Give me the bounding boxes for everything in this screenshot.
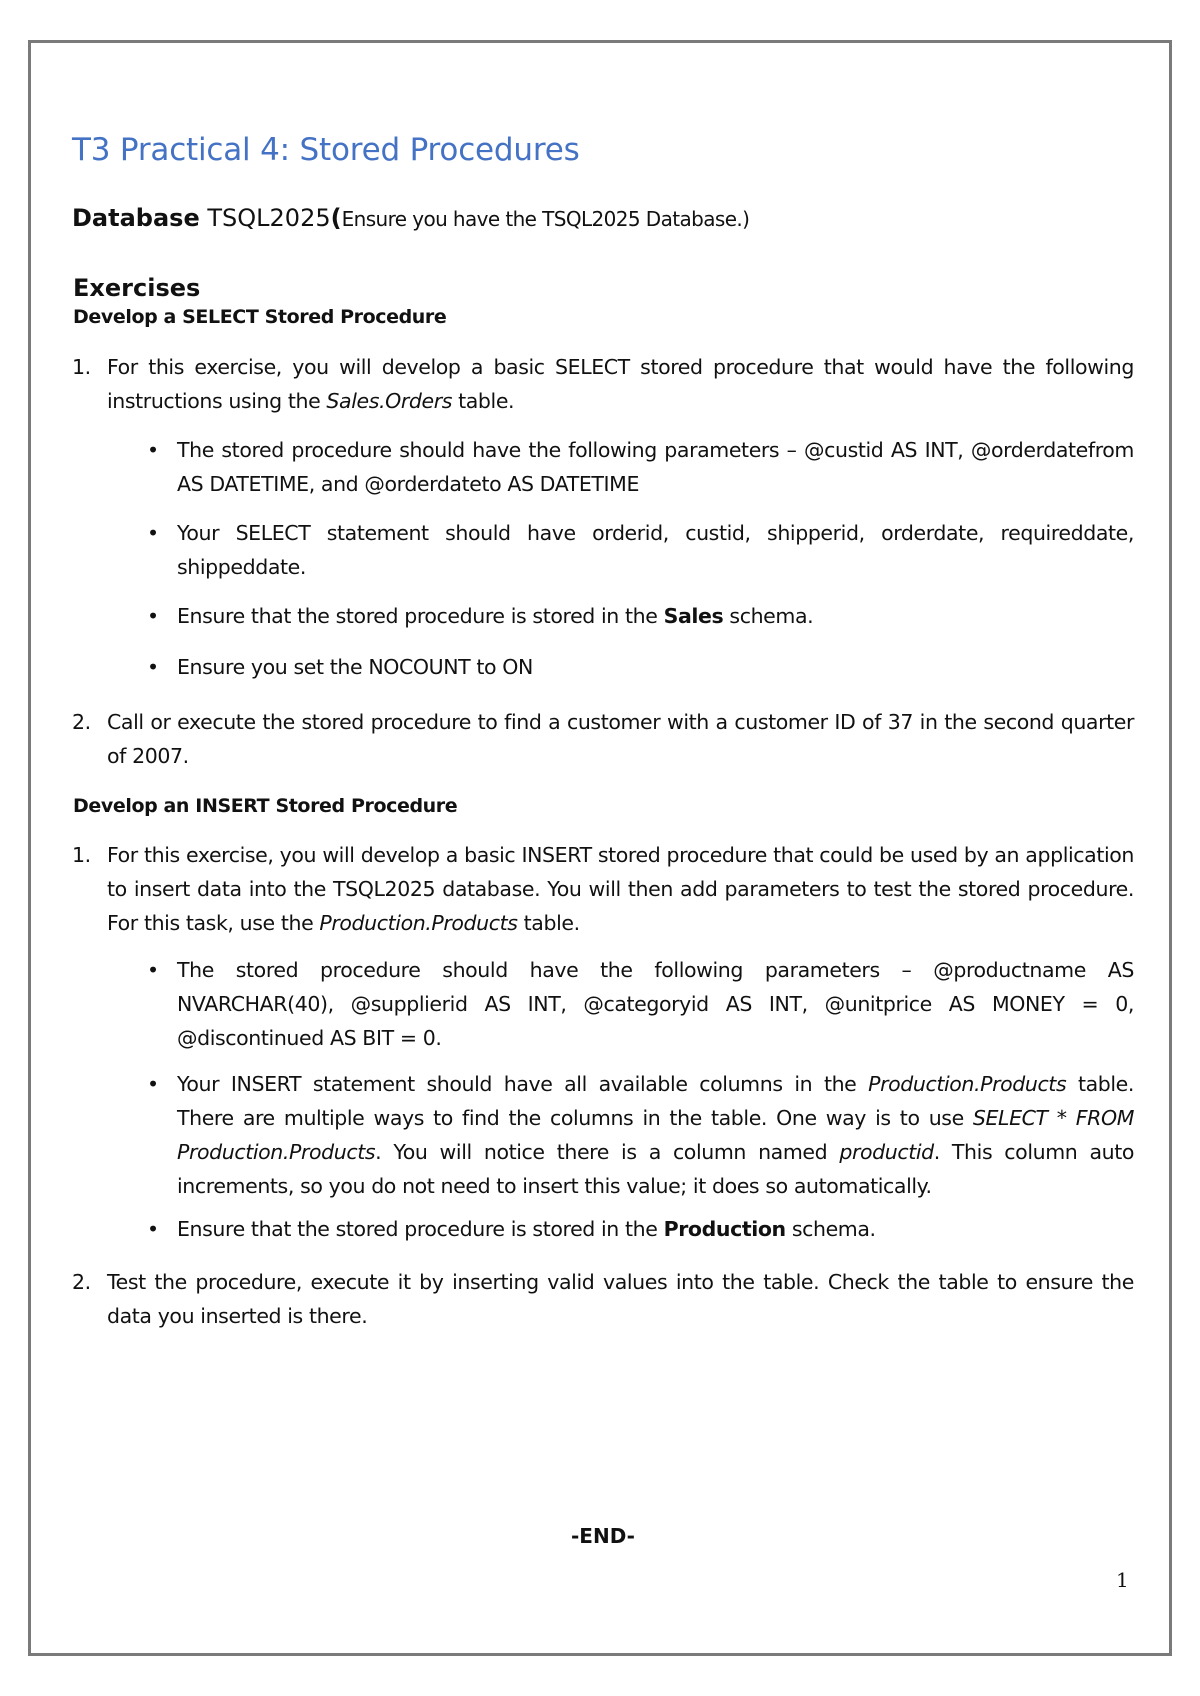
insert-item-2 — [72, 1265, 1134, 1333]
text-run: schema. — [785, 1217, 876, 1241]
select-item-2 — [72, 705, 1134, 773]
list-item-text — [107, 350, 1134, 418]
bullet-text: The stored procedure should have the following parameters – @custid AS INT, @orderdatefrom AS DATETIME, and @orderdateto AS DATETIME — [177, 438, 1134, 496]
insert-item-1 — [72, 838, 1134, 940]
bullet-text — [177, 599, 1134, 633]
list-number: 2. — [72, 710, 91, 734]
table-name: Production.Products — [319, 911, 518, 935]
table-name: Sales.Orders — [326, 389, 452, 413]
text-run: For this exercise, you will develop a basic SELECT stored procedure that would have the following instructions using the — [107, 355, 1134, 413]
bullet-icon: • — [147, 521, 159, 545]
database-note: Ensure you have the TSQL2025 Database.) — [341, 207, 750, 231]
bullet-icon: • — [147, 438, 159, 462]
bullet-text: The stored procedure should have the following parameters – @productname AS NVARCHAR(40), @supplierid AS INT, @categoryid AS INT, @unitprice AS MONEY = 0, @discontinued AS BIT = 0. — [177, 958, 1134, 1050]
database-label: Database — [72, 204, 200, 232]
select-bullet-1 — [147, 433, 1134, 501]
list-item-text: Test the procedure, execute it by inserting valid values into the table. Check the table to ensure the data you inserted is there. — [107, 1270, 1134, 1328]
schema-name: Sales — [663, 604, 724, 628]
bullet-icon: • — [147, 1217, 159, 1241]
column-name: productid — [839, 1140, 934, 1164]
page-number: 1 — [1116, 1568, 1129, 1592]
schema-name: Production — [663, 1217, 786, 1241]
text-run: Ensure that the stored procedure is stored in the — [177, 604, 664, 628]
page-title: T3 Practical 4: Stored Procedures — [72, 132, 580, 168]
text-run: Your INSERT statement should have all available columns in the — [177, 1072, 869, 1096]
text-run: table. — [517, 911, 580, 935]
text-run: table. There are multiple ways to find the columns in the table. One way is to use — [177, 1072, 1134, 1130]
bullet-text — [177, 1212, 1134, 1246]
end-marker: -END- — [571, 1524, 635, 1548]
list-number: 1. — [72, 355, 91, 379]
list-item-text: Call or execute the stored procedure to find a customer with a customer ID of 37 in the second quarter of 2007. — [107, 710, 1134, 768]
text-run: For this exercise, you will develop a basic INSERT stored procedure that could be used by an application to insert data into the TSQL2025 database. You will then add parameters to test the stored procedure. For this task, use the — [107, 843, 1134, 935]
select-bullet-4 — [147, 650, 1134, 684]
select-bullet-3 — [147, 599, 1134, 633]
list-item-text — [107, 838, 1134, 940]
insert-bullet-2 — [147, 1067, 1134, 1203]
database-line — [72, 204, 749, 232]
document-body — [72, 132, 1134, 1548]
text-run: Ensure that the stored procedure is stored in the — [177, 1217, 664, 1241]
section-select-heading: Develop a SELECT Stored Procedure — [73, 306, 447, 328]
select-item-1 — [72, 350, 1134, 418]
list-number: 2. — [72, 1270, 91, 1294]
section-insert-heading: Develop an INSERT Stored Procedure — [73, 795, 458, 817]
bullet-text — [177, 1067, 1134, 1203]
text-run: . This column auto increments, so you do not need to insert this value; it does so automatically. — [177, 1140, 1134, 1198]
select-bullet-2 — [147, 516, 1134, 584]
bullet-icon: • — [147, 655, 159, 679]
text-run: table. — [452, 389, 515, 413]
bullet-text: Ensure you set the NOCOUNT to ON — [177, 655, 533, 679]
bullet-icon: • — [147, 604, 159, 628]
exercises-heading: Exercises — [73, 274, 201, 302]
text-run: schema. — [723, 604, 814, 628]
database-name: TSQL2025 — [207, 204, 331, 232]
text-run: . You will notice there is a column named — [375, 1140, 840, 1164]
bullet-icon: • — [147, 958, 159, 982]
list-number: 1. — [72, 843, 91, 867]
insert-bullet-3 — [147, 1212, 1134, 1246]
table-name: Production.Products — [868, 1072, 1067, 1096]
bullet-icon: • — [147, 1072, 159, 1096]
bullet-text: Your SELECT statement should have orderid, custid, shipperid, orderdate, requireddate, shippeddate. — [177, 521, 1134, 579]
insert-bullet-1 — [147, 953, 1134, 1055]
database-paren: ( — [330, 204, 342, 232]
query-text: SELECT * FROM Production.Products — [177, 1106, 1134, 1164]
